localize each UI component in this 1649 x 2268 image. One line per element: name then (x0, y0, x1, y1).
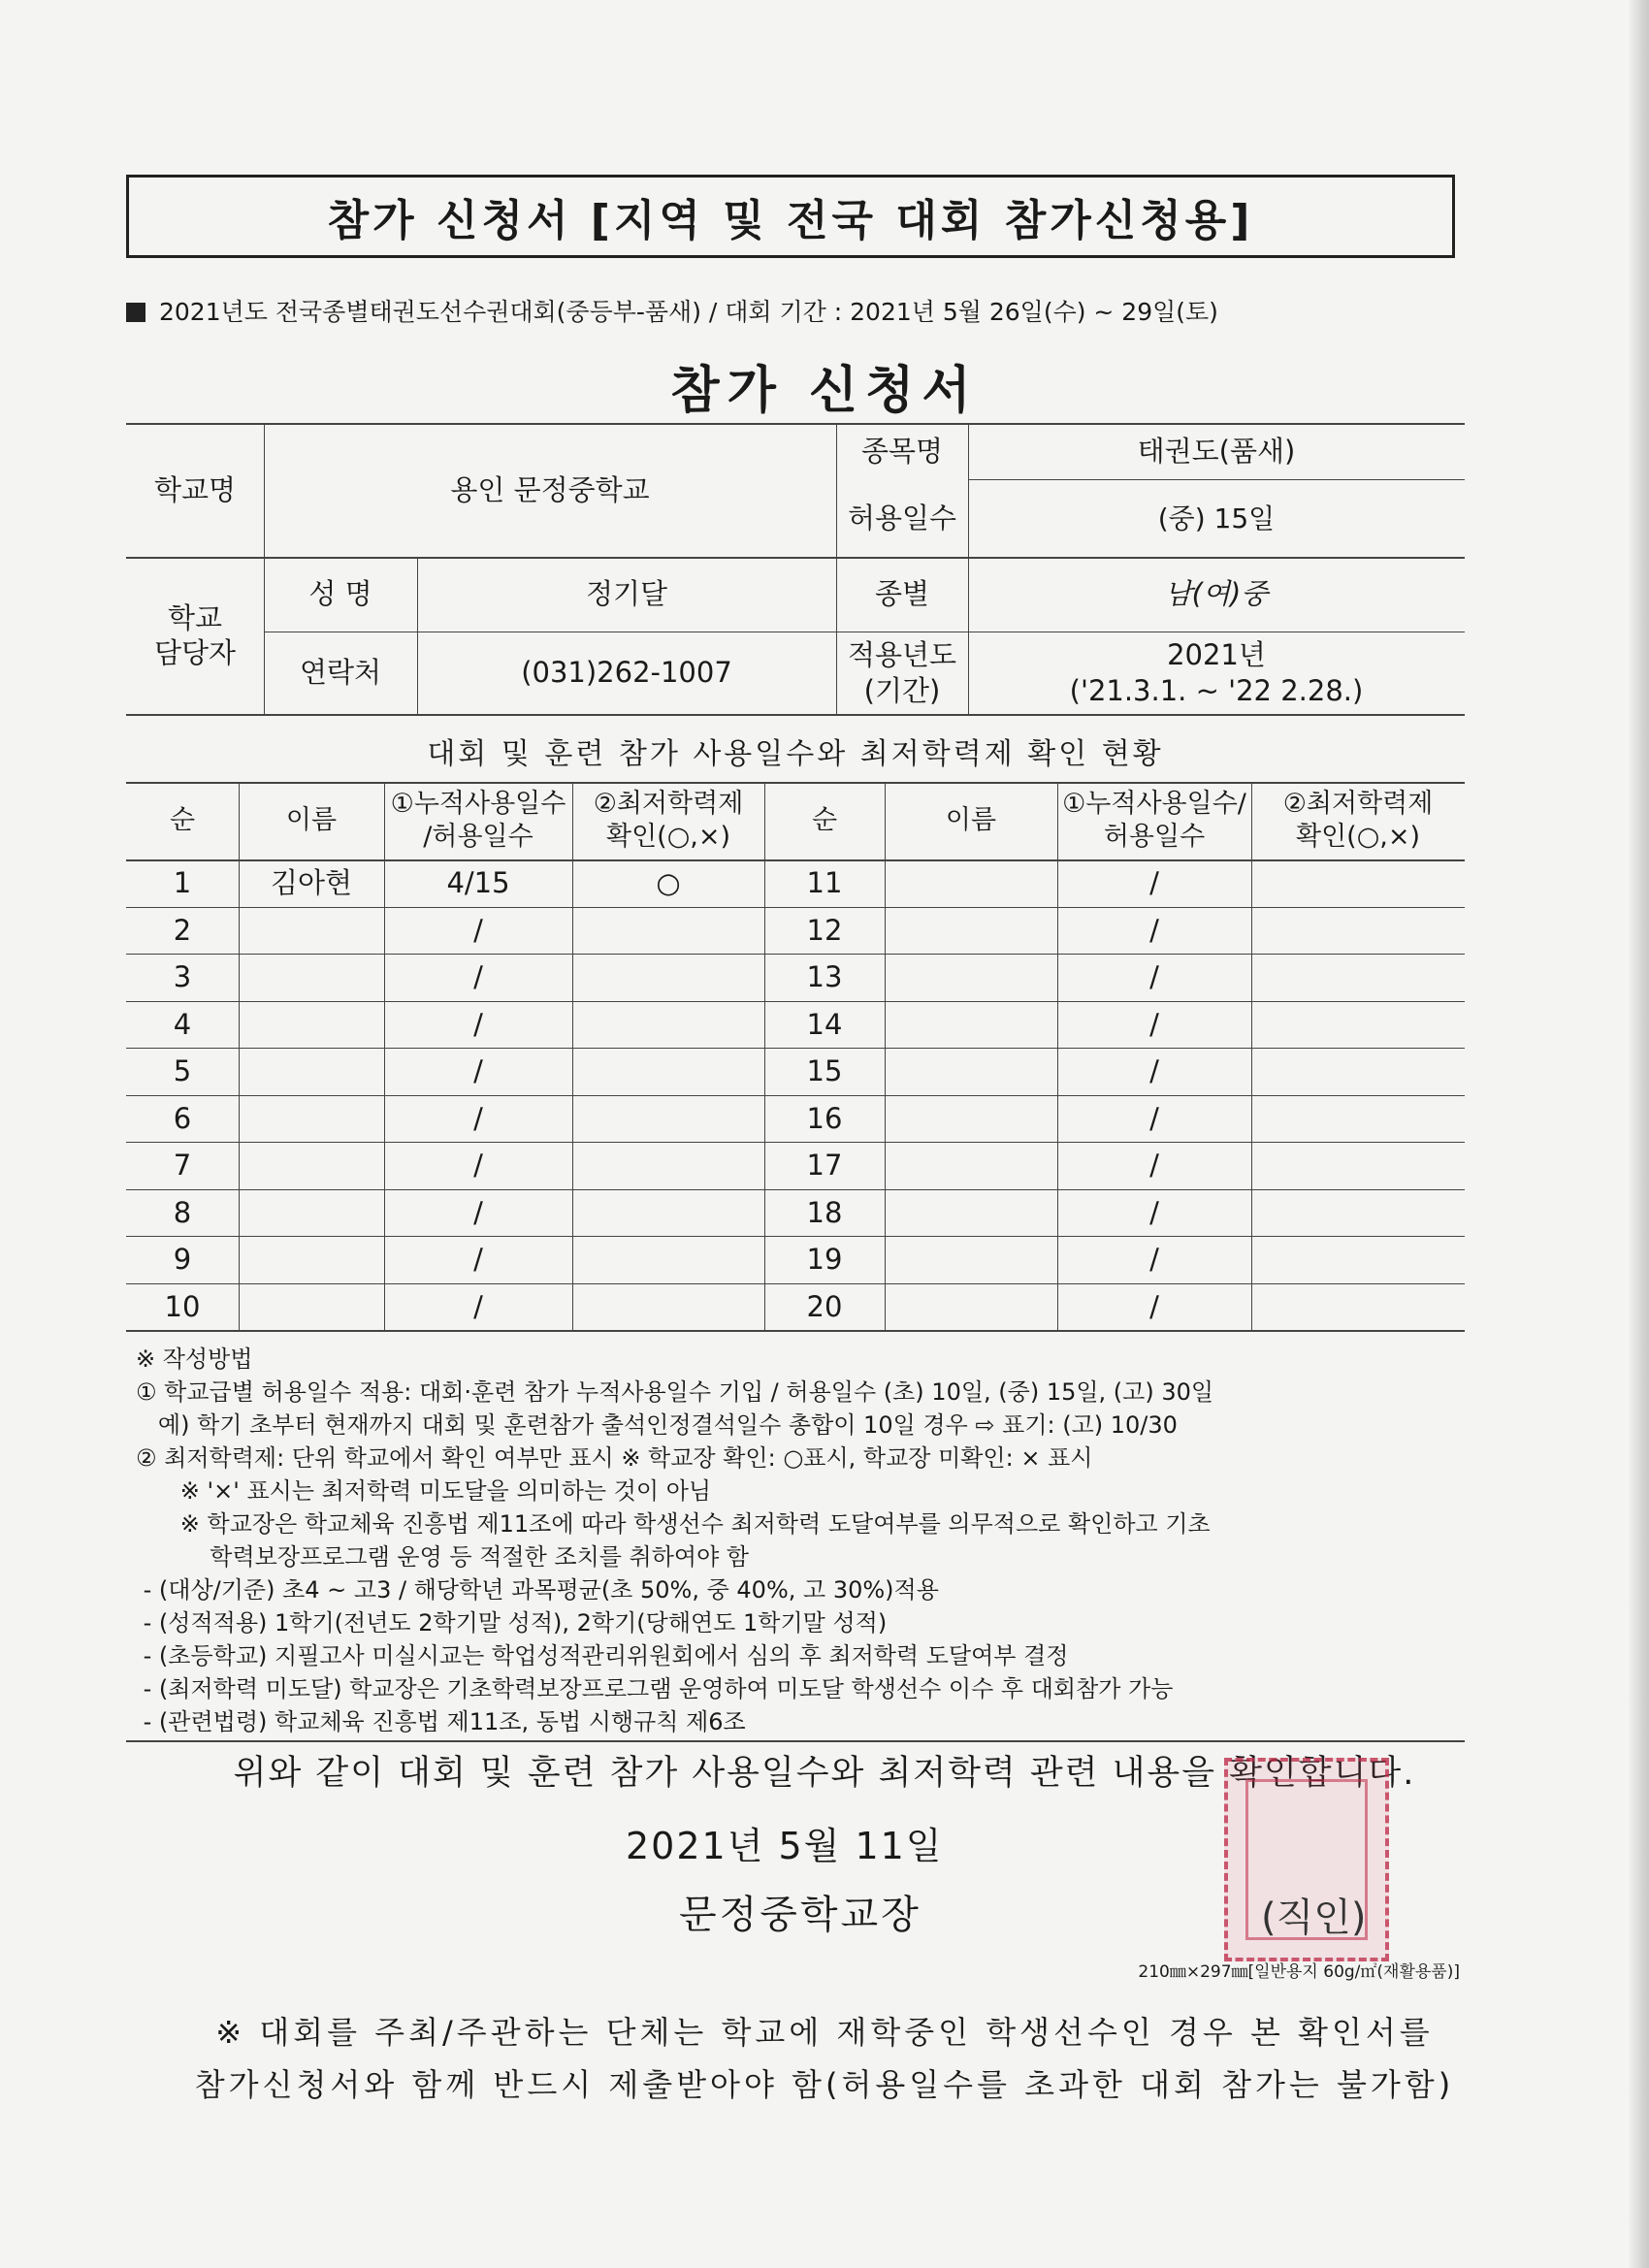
table-cell-no2: 13 (806, 960, 843, 994)
name-label: 성 명 (308, 577, 372, 611)
year-value (968, 632, 1465, 714)
note-line: - (대상/기준) 초4 ~ 고3 / 해당학년 과목평균(초 50%, 중 40%, 고 30%)적용 (136, 1576, 939, 1604)
table-cell-days: / (473, 1102, 483, 1136)
contact-value: (031)262-1007 (521, 656, 732, 690)
table-cell-check (572, 1048, 764, 1095)
header-no-right: 순 (811, 805, 838, 836)
table-cell-name2 (885, 1142, 1057, 1189)
header-check-right-line-1: ②최저학력제 (1282, 789, 1434, 820)
table-cell-days2: / (1149, 1102, 1159, 1136)
table-cell-no2: 18 (806, 1196, 843, 1230)
table-cell-days: / (473, 1149, 483, 1183)
table-cell-no: 4 (173, 1008, 192, 1042)
year-label-line-1: 적용년도 (847, 638, 957, 672)
event-info-line (126, 293, 1465, 328)
table-cell-days2: / (1149, 1196, 1159, 1230)
info-rule (126, 714, 1465, 716)
table-cell-check2 (1251, 1095, 1465, 1143)
name-value: 정기달 (585, 577, 668, 611)
table-cell-check (572, 907, 764, 955)
section-title: 대회 및 훈련 참가 사용일수와 최저학력제 확인 현황 (427, 737, 1164, 771)
header-days-right-line-2: 허용일수 (1103, 822, 1206, 852)
year-label (836, 632, 968, 714)
table-cell-check (572, 1236, 764, 1283)
table-cell-name (239, 1283, 384, 1331)
paper-edge-shadow (1628, 0, 1649, 2268)
table-cell-name (239, 1001, 384, 1049)
table-cell-days: / (473, 960, 483, 994)
header-check-right-line-2: 확인(○,×) (1296, 822, 1420, 852)
header-check-right (1251, 782, 1465, 859)
year-label-line-2: (기간) (863, 673, 941, 707)
table-cell-name: 김아현 (270, 866, 353, 900)
table-cell-days2: / (1149, 1243, 1159, 1277)
table-cell-check (572, 1095, 764, 1143)
table-cell-name (239, 907, 384, 955)
table-cell-no2: 12 (806, 914, 843, 948)
document-title: 참가 신청서 [지역 및 전국 대회 참가신청용] (327, 196, 1254, 245)
table-cell-no2: 17 (806, 1149, 843, 1183)
bottom-notice-line-2: 참가신청서와 함께 반드시 제출받아야 함(허용일수를 초과한 대회 참가는 불가함) (194, 2066, 1455, 2103)
note-line: - (관련법령) 학교체육 진흥법 제11조, 동법 시행규칙 제6조 (136, 1708, 746, 1735)
principal-title: 문정중학교장 (679, 1893, 922, 1937)
table-cell-days: / (473, 1196, 483, 1230)
table-cell-no2: 14 (806, 1008, 843, 1042)
table-cell-days: / (473, 1290, 483, 1324)
table-cell-name2 (885, 1189, 1057, 1237)
table-cell-days: 4/15 (446, 866, 510, 900)
table-cell-name2 (885, 1001, 1057, 1049)
header-no: 순 (169, 805, 196, 836)
instructions-notes (136, 1343, 1474, 1738)
header-days-line-2: /허용일수 (423, 822, 534, 852)
table-cell-no: 1 (173, 866, 192, 900)
note-line: - (성적적용) 1학기(전년도 2학기말 성적), 2학기(당해연도 1학기말 성적) (136, 1609, 888, 1636)
table-cell-check (572, 1189, 764, 1237)
table-cell-days: / (473, 1243, 483, 1277)
gender-value: 남(여)중 (1164, 577, 1269, 611)
table-cell-check2 (1251, 859, 1465, 907)
form-title: 참가 신청서 (670, 362, 979, 420)
event-info-text: 2021년도 전국종별태권도선수권대회(중등부-품새) / 대회 기간 : 2021년 5월 26일(수) ~ 29일(토) (159, 298, 1218, 326)
gender-label: 종별 (874, 577, 930, 611)
note-line: 예) 학기 초부터 현재까지 대회 및 훈련참가 출석인정결석일수 총합이 10일 경우 ⇨ 표기: (고) 10/30 (136, 1411, 1178, 1439)
table-cell-days: / (473, 1008, 483, 1042)
table-cell-check (572, 1142, 764, 1189)
table-cell-days: / (473, 1054, 483, 1088)
event-value: 태권도(품새) (1137, 434, 1296, 468)
table-cell-days2: / (1149, 1149, 1159, 1183)
table-cell-no2: 20 (806, 1290, 843, 1324)
paper-spec: 210㎜×297㎜[일반용지 60g/㎡(재활용품)] (1138, 1962, 1460, 1982)
contact-label: 연락처 (299, 656, 382, 690)
table-cell-name (239, 954, 384, 1001)
table-cell-no2: 16 (806, 1102, 843, 1136)
note-line: ※ 작성방법 (136, 1345, 253, 1373)
table-cell-check (572, 954, 764, 1001)
document-title-box (126, 175, 1455, 258)
year-value-line-1: 2021년 (1167, 638, 1266, 672)
table-cell-check2 (1251, 1236, 1465, 1283)
confirmation-statement: 위와 같이 대회 및 훈련 참가 사용일수와 최저학력 관련 내용을 확인합니다. (233, 1754, 1416, 1793)
table-cell-days2: / (1149, 1054, 1159, 1088)
table-cell-check2 (1251, 954, 1465, 1001)
header-days-right (1057, 782, 1251, 859)
allowed-days-value: (중) 15일 (1157, 502, 1276, 535)
note-line: 학력보장프로그램 운영 등 적절한 조치를 취하여야 함 (136, 1543, 750, 1571)
note-line: ※ '×' 표시는 최저학력 미도달을 의미하는 것이 아님 (136, 1477, 712, 1505)
table-cell-name2 (885, 859, 1057, 907)
year-value-line-2: ('21.3.1. ~ '22 2.28.) (1069, 673, 1364, 707)
school-label: 학교명 (153, 472, 237, 506)
table-cell-days2: / (1149, 1008, 1159, 1042)
table-cell-no: 7 (173, 1149, 192, 1183)
table-cell-check2 (1251, 1283, 1465, 1331)
square-bullet-icon (126, 303, 146, 322)
table-cell-name (239, 1189, 384, 1237)
note-line: - (초등학교) 지필고사 미실시교는 학업성적관리위원회에서 심의 후 최저학력 도달여부 결정 (136, 1642, 1069, 1669)
table-cell-name2 (885, 1095, 1057, 1143)
table-cell-name2 (885, 1236, 1057, 1283)
table-cell-days2: / (1149, 960, 1159, 994)
note-line: - (최저학력 미도달) 학교장은 기초학력보장프로그램 운영하여 미도달 학생선수 이수 후 대회참가 가능 (136, 1675, 1174, 1702)
table-cell-no: 10 (164, 1290, 201, 1324)
table-cell-days2: / (1149, 914, 1159, 948)
table-cell-check (572, 1001, 764, 1049)
manager-label-line-1: 학교 (167, 600, 223, 634)
table-cell-name (239, 1142, 384, 1189)
allowed-days-label: 허용일수 (847, 501, 957, 535)
bottom-notice (0, 2006, 1649, 2111)
bottom-notice-line-1: ※ 대회를 주최/주관하는 단체는 학교에 재학중인 학생선수인 경우 본 확인서를 (215, 2014, 1434, 2051)
notes-bottom-rule (126, 1740, 1465, 1742)
header-check (572, 782, 764, 859)
table-cell-no: 2 (173, 914, 192, 948)
table-cell-no2: 19 (806, 1243, 843, 1277)
table-cell-no: 8 (173, 1196, 192, 1230)
table-cell-name (239, 1236, 384, 1283)
table-cell-no: 6 (173, 1102, 192, 1136)
header-days (384, 782, 572, 859)
table-cell-name (239, 1095, 384, 1143)
event-label: 종목명 (860, 434, 944, 468)
table-cell-check (572, 1283, 764, 1331)
table-cell-name2 (885, 907, 1057, 955)
header-days-line-1: ①누적사용일수 (390, 789, 566, 820)
table-cell-check2 (1251, 907, 1465, 955)
header-check-line-2: 확인(○,×) (606, 822, 730, 852)
table-cell-check2 (1251, 1189, 1465, 1237)
table-cell-check2 (1251, 1048, 1465, 1095)
school-value: 용인 문정중학교 (450, 472, 650, 506)
table-cell-no: 9 (173, 1243, 192, 1277)
table-cell-no: 3 (173, 960, 192, 994)
manager-label (126, 557, 264, 714)
header-check-line-1: ②최저학력제 (593, 789, 744, 820)
header-days-right-line-1: ①누적사용일수/ (1062, 789, 1246, 820)
signing-date: 2021년 5월 11일 (626, 1825, 944, 1867)
table-cell-no2: 15 (806, 1054, 843, 1088)
table-cell-name2 (885, 1283, 1057, 1331)
table-cell-no: 5 (173, 1054, 192, 1088)
table-cell-check2 (1251, 1142, 1465, 1189)
table-cell-days: / (473, 914, 483, 948)
note-line: ※ 학교장은 학교체육 진흥법 제11조에 따라 학생선수 최저학력 도달여부를 의무적으로 확인하고 기초 (136, 1510, 1211, 1538)
table-cell-name2 (885, 954, 1057, 1001)
table-cell-check2 (1251, 1001, 1465, 1049)
table-cell-check: ○ (656, 866, 681, 900)
seal-label: (직인) (1261, 1895, 1367, 1940)
table-cell-no2: 11 (806, 866, 843, 900)
table-cell-days2: / (1149, 1290, 1159, 1324)
table-cell-name2 (885, 1048, 1057, 1095)
table-cell-days2: / (1149, 866, 1159, 900)
note-line: ① 학교급별 허용일수 적용: 대회·훈련 참가 누적사용일수 기입 / 허용일수 (초) 10일, (중) 15일, (고) 30일 (136, 1378, 1214, 1406)
note-line: ② 최저학력제: 단위 학교에서 확인 여부만 표시 ※ 학교장 확인: ○표시, 학교장 미확인: × 표시 (136, 1444, 1093, 1472)
manager-label-line-2: 담당자 (153, 636, 237, 669)
header-name-right: 이름 (945, 805, 997, 836)
table-cell-name (239, 1048, 384, 1095)
header-name: 이름 (285, 805, 338, 836)
